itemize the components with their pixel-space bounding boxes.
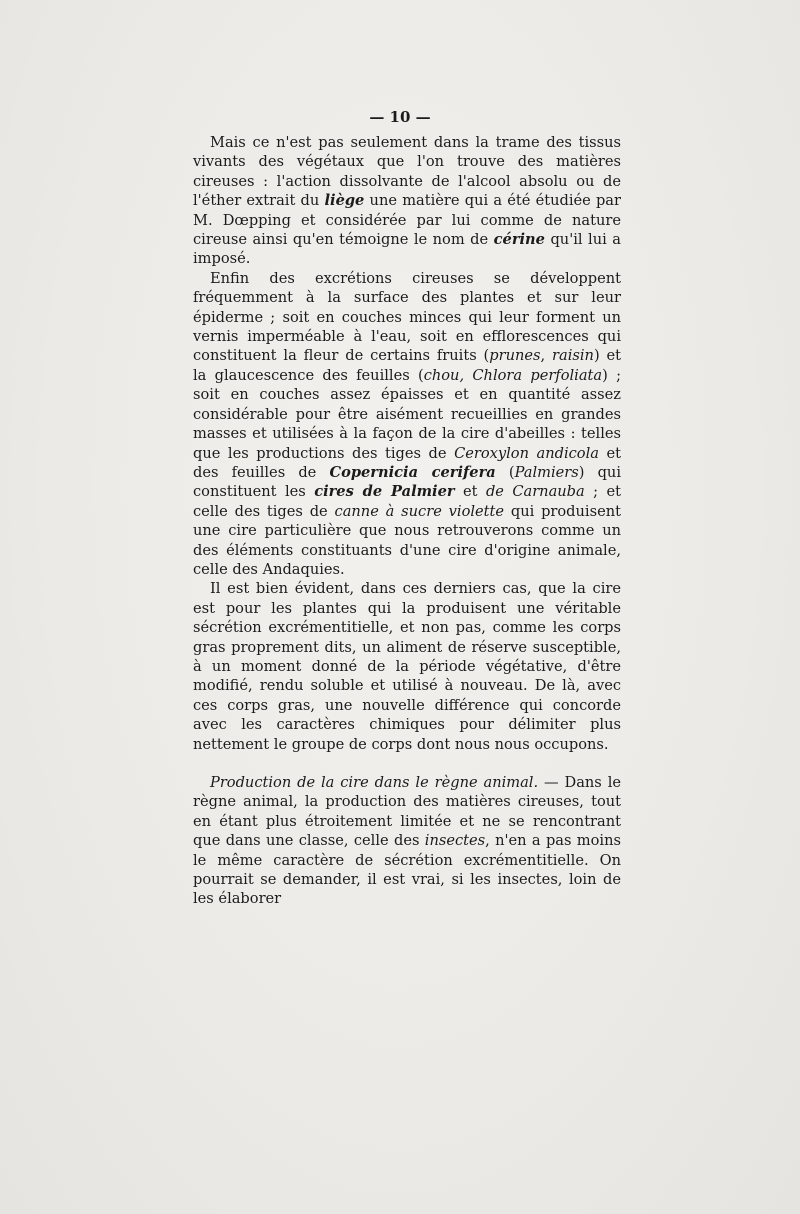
p4-text-1: — Dans le règne animal, la production des matières cireuses, tout en étant plus étroitement limitée et ne se rencontrant que dans une classe, celle des [193, 774, 621, 850]
p2-term-chou: chou, Chlora perfoliata [423, 366, 603, 384]
p1-term-liege: liège [324, 192, 365, 210]
p2-text-8: et [454, 483, 486, 501]
p2-term-cires-palmier: cires de Palmier [314, 483, 455, 501]
p2-term-palmiers: Palmiers [514, 463, 579, 481]
p2-text-7: ) qui constituent les [193, 463, 621, 501]
p2-text-6: ( [495, 463, 515, 481]
text-body [193, 133, 621, 909]
paragraph-3: Il est bien évident, dans ces derniers cas, que la cire est pour les plantes qui la produisent une véritable sécrétion excrémentitielle, et non pas, comme les corps gras proprement dits, un aliment de réserve susceptible, à un moment donné de la période végétative, d'être modifié, rendu soluble et utilisé à nouveau. De là, avec ces corps gras, une nouvelle différence qui concorde avec les caractères chimiques pour délimiter plus nettement le groupe de corps dont nous nous occupons. [193, 580, 621, 753]
p2-term-canne: canne à sucre violette [334, 502, 505, 520]
p2-term-carnauba: de Carnauba [485, 483, 585, 501]
p4-term-insectes: insectes [424, 832, 486, 850]
p2-term-prunes: prunes [489, 347, 541, 365]
page-number: — 10 — [369, 108, 431, 126]
p2-term-ceroxylon: Ceroxylon andicola [454, 444, 599, 462]
section-heading: Production de la cire dans le règne animal. [210, 774, 539, 791]
paragraph-1 [193, 133, 621, 269]
paragraph-4 [193, 773, 621, 909]
p2-text-1: Enfin des excrétions cireuses se développent fréquemment à la surface des plantes et sur leur épiderme ; soit en couches minces qui leur forment un vernis imperméable à l'eau, soit en efflorescences qui constituent la fleur de certains fruits ( [193, 269, 621, 365]
p2-text-10: qui produisent une cire particulière que nous retrouverons comme un des éléments constituants d'une cire d'origine animale, celle des Andaquies. [193, 502, 621, 578]
p1-text-1: Mais ce n'est pas seulement dans la trame des tissus vivants des végétaux que l'on trouve des matières cireuses : l'action dissolvante de l'alcool absolu ou de l'éther extrait du [193, 134, 621, 210]
p2-text-4: ) ; soit en couches assez épaisses et en quantité assez considérable pour être aisément recueillies en grandes masses et utilisées à la façon de la cire d'abeilles : telles que les productions des tiges de [193, 366, 622, 462]
p2-term-copernicia: Copernicia cerifera [329, 463, 496, 481]
p1-term-cerine: cérine [493, 231, 545, 249]
p4-text-2: , n'en a pas moins le même caractère de sécrétion excrémentitielle. On pourrait se demander, il est vrai, si les insectes, loin de les élaborer [193, 832, 621, 908]
p2-text-2: , [540, 347, 553, 365]
paragraph-2 [193, 269, 621, 580]
p2-term-raisin: raisin [552, 347, 594, 365]
p1-text-2: une matière qui a été étudiée par M. Dœpping et considérée par lui comme de nature cireuse ainsi qu'en témoigne le nom de [193, 192, 621, 249]
p2-text-9: ; et celle des tiges de [193, 483, 621, 520]
p2-text-5: et des feuilles de [193, 444, 621, 481]
p1-text-3: qu'il lui a imposé. [193, 231, 621, 268]
p2-text-3: ) et la glaucescence des feuilles ( [193, 347, 622, 384]
